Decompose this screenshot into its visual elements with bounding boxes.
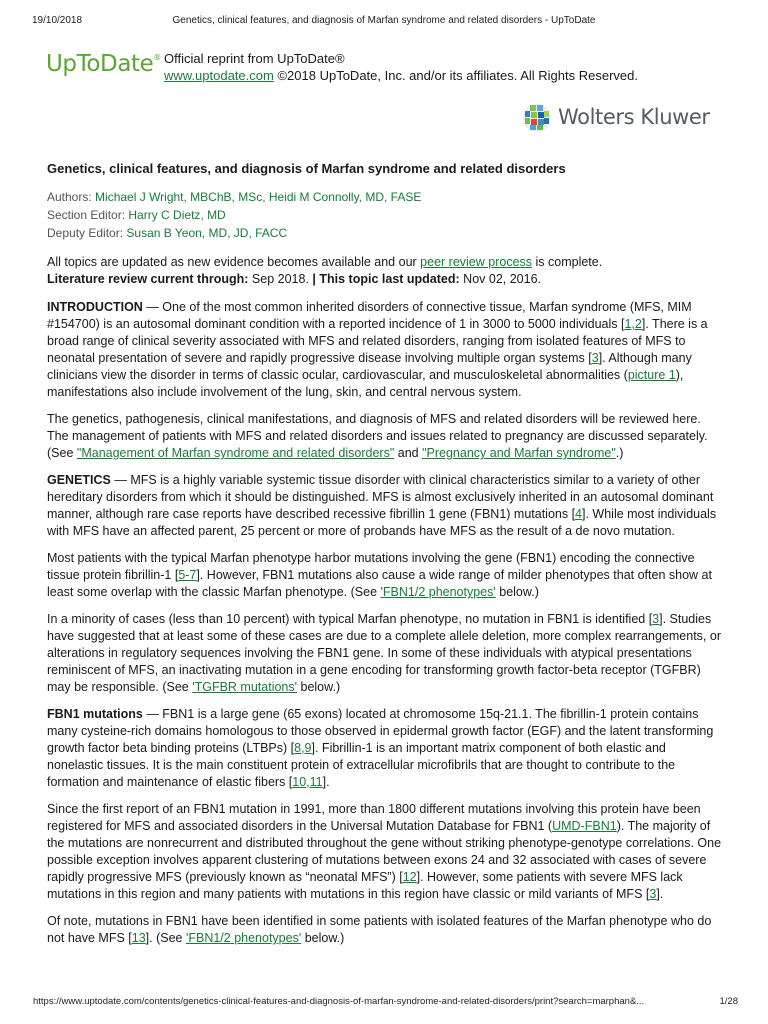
ref-link[interactable]: 3 <box>649 887 657 901</box>
fbn1-heading: FBN1 mutations <box>47 707 143 721</box>
picture-link[interactable]: picture 1 <box>627 368 676 382</box>
print-title: Genetics, clinical features, and diagnosis of Marfan syndrome and related disorders - UpToDate <box>172 15 596 26</box>
ref-link[interactable]: 10,11 <box>292 775 323 789</box>
article-meta <box>47 188 722 242</box>
peer-review-link[interactable]: peer review process <box>420 255 533 269</box>
authors-row: Authors: Michael J Wright, MBChB, MSc, Heidi M Connolly, MD, FASE <box>47 190 422 204</box>
print-date: 19/10/2018 <box>32 15 83 26</box>
fbn1-phenotype-paragraph: Most patients with the typical Marfan phenotype harbor mutations involving the gene (FBN1) encoding the connective tissue protein fibrillin-1 [5-7]. However, FBN1 mutations also cause a wide range of milder phenotypes that often show at least some overlap with the classic Marfan phenotype. (See 'FBN1/2 phenotypes' below.) <box>47 551 712 599</box>
section-editor-link[interactable]: Harry C Dietz, MD <box>128 208 226 222</box>
genetics-paragraph: GENETICS — MFS is a highly variable systemic tissue disorder with clinical characteristics similar to a variety of other hereditary disorders from which it should be distinguished. MFS is almost exclusively inherited in an autosomal dominant manner, although rare case reports have described recessive fibrillin 1 gene (FBN1) mutations [4]. While most individuals with MFS have an affected parent, 25 percent or more of probands have MFS as the result of a de novo mutation. <box>47 473 717 538</box>
mutation-database-paragraph: Since the first report of an FBN1 mutation in 1991, more than 1800 different mutations involving this protein have been registered for MFS and associated disorders in the Universal Mutation Database for FBN1 (UMD-FBN1). The majority of the mutations are nonrecurrent and distributed throughout the gene without striking phenotype-genotype correlations. One possible exception involves apparent clustering of mutations between exons 24 and 32 associated with cases of severe rapidly progressive MFS (previously known as “neonatal MFS”) [12]. However, some patients with severe MFS lack mutations in this region and many patients with mutations in this region have classic or mild variants of MFS [3]. <box>47 802 722 901</box>
section-link[interactable]: 'FBN1/2 phenotypes' <box>185 931 302 945</box>
globe-icon <box>522 103 552 133</box>
ref-link[interactable]: 3 <box>591 351 599 365</box>
ref-link[interactable]: 12 <box>402 870 417 884</box>
isolated-features-paragraph: Of note, mutations in FBN1 have been identified in some patients with isolated features of the Marfan phenotype who do not have MFS [13]. (See 'FBN1/2 phenotypes' below.) <box>47 914 712 945</box>
print-url: https://www.uptodate.com/contents/genetics-clinical-features-and-diagnosis-of-marfan-syndrome-and-related-disorders/print?search=marphan&... <box>33 996 645 1007</box>
umd-fbn1-link[interactable]: UMD-FBN1 <box>552 819 617 833</box>
update-notice: All topics are updated as new evidence becomes available and our peer review process is complete. Literature review current through: Sep 2018. | This topic last updated: Nov 02, 2016. <box>47 255 603 286</box>
ref-link[interactable]: 3 <box>652 612 660 626</box>
page-number: 1/28 <box>719 996 738 1007</box>
uptodate-logo[interactable]: UpToDate® <box>46 51 162 77</box>
topic-link[interactable]: "Management of Marfan syndrome and related disorders" <box>76 446 395 460</box>
fbn1-mutations-paragraph: FBN1 mutations — FBN1 is a large gene (65 exons) located at chromosome 15q-21.1. The fibrillin-1 protein contains many cysteine-rich domains homologous to those observed in epidermal growth factor (EGF) and the latent transforming growth factor beta binding proteins (LTBPs) [8,9]. Fibrillin-1 is an important matrix component of both elastic and nonelastic tissues. It is the main constituent protein of extracellular microfibrils that are thought to contribute to the formation and maintenance of elastic fibers [10,11]. <box>47 707 714 789</box>
publisher-name: Wolters Kluwer <box>558 105 710 129</box>
scope-paragraph: The genetics, pathogenesis, clinical manifestations, and diagnosis of MFS and related disorders will be reviewed here. The management of patients with MFS and related disorders and issues related to pregnancy are discussed separately. (See "Management of Marfan syndrome and related disorders" and "Pregnancy and Marfan syndrome".) <box>47 412 708 460</box>
uptodate-link[interactable]: www.uptodate.com <box>164 68 274 83</box>
deputy-editor-link[interactable]: Susan B Yeon, MD, JD, FACC <box>126 226 288 240</box>
copyright-text: ©2018 UpToDate, Inc. and/or its affiliates. All Rights Reserved. <box>277 68 638 83</box>
intro-heading: INTRODUCTION <box>47 300 143 314</box>
ref-link[interactable]: 13 <box>131 931 146 945</box>
section-link[interactable]: 'FBN1/2 phenotypes' <box>380 585 496 599</box>
authors-link[interactable]: Michael J Wright, MBChB, MSc, Heidi M Connolly, MD, FASE <box>95 190 422 204</box>
ref-link[interactable]: 8,9 <box>294 741 312 755</box>
section-editor-row: Section Editor: Harry C Dietz, MD <box>47 208 226 222</box>
minority-cases-paragraph: In a minority of cases (less than 10 percent) with typical Marfan phenotype, no mutation in FBN1 is identified [3]. Studies have suggested that at least some of these cases are due to a complete allele deletion, more complex rearrangements, or alterations in regulatory sequences involving the FBN1 gene. In some of these individuals with atypical presentations reminiscent of MFS, an inactivating mutation in a gene encoding for transforming growth factor-beta receptor (TGFBR) may be responsible. (See 'TGFBR mutations' below.) <box>47 612 721 694</box>
ref-link[interactable]: 4 <box>575 507 582 521</box>
genetics-heading: GENETICS <box>47 473 111 487</box>
deputy-editor-row: Deputy Editor: Susan B Yeon, MD, JD, FACC <box>47 226 288 240</box>
topic-link[interactable]: "Pregnancy and Marfan syndrome" <box>422 446 616 460</box>
section-link[interactable]: 'TGFBR mutations' <box>192 680 298 694</box>
article-title: Genetics, clinical features, and diagnosis of Marfan syndrome and related disorders <box>47 161 566 176</box>
wolters-kluwer-logo <box>522 102 712 136</box>
ref-link[interactable]: 5-7 <box>178 568 197 582</box>
ref-link[interactable]: 1,2 <box>624 317 642 331</box>
article-content <box>47 160 722 957</box>
reprint-line: Official reprint from UpToDate® <box>164 51 345 66</box>
intro-paragraph: INTRODUCTION — One of the most common inherited disorders of connective tissue, Marfan syndrome (MFS, MIM #154700) is an autosomal dominant condition with a reported incidence of 1 in 3000 to 5000 individuals [1,2]. There is a broad range of clinical severity associated with MFS and related disorders, ranging from isolated features of MFS to neonatal presentation of severe and rapidly progressive disease involving multiple organ systems [3]. Although many clinicians view the disorder in terms of classic ocular, cardiovascular, and musculoskeletal abnormalities (picture 1), manifestations also include involvement of the lung, skin, and central nervous system. <box>47 300 708 399</box>
reprint-notice <box>164 50 724 84</box>
